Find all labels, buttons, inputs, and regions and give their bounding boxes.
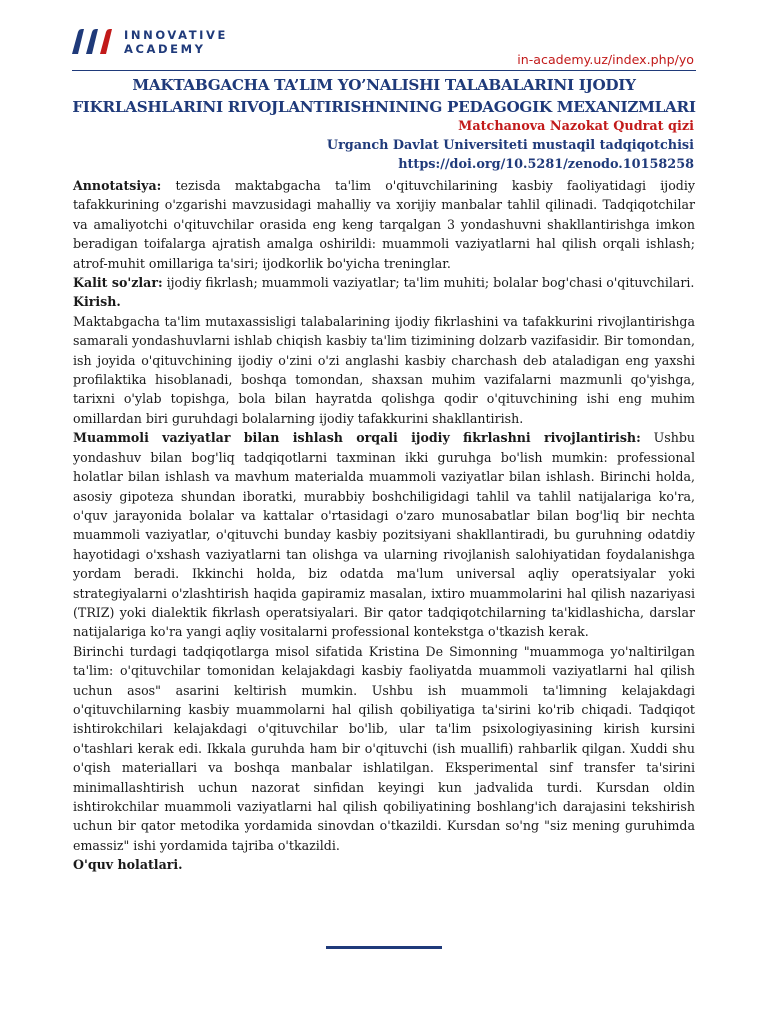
logo-text-academy: ACADEMY (124, 42, 206, 56)
article-body (73, 176, 695, 875)
section1-heading: Muammoli vaziyatlar bilan ishlash orqali ijodiy fikrlashni rivojlantirish: (73, 430, 641, 446)
author-affiliation: Urganch Davlat Universiteti mustaqil tadqiqotchisi (326, 138, 694, 153)
example-paragraph: Birinchi turdagi tadqiqotlarga misol sifatida Kristina De Simonning "muammoga yo'naltirilgan ta'lim: o'qituvchilar tomonidan kelajakdagi kasbiy faoliyatda muammoli vaziyatlarni hal qilish uchun asos" asarini keltirish mumkin. Ushbu ish muammoli ta'limning kelajakdagi o'qituvchilarning kasbiy muammolarni hal qilish qobiliyatiga ta'sirini ko'rib chiqadi. Tadqiqot ishtirokchilari kelajakdagi o'qituvchilar bo'lib, ular ta'lim psixologiyasining kirish kursini o'tashlari kerak edi. Ikkala guruhda ham bir o'qituvchi (ish muallifi) rahbarlik qilgan. Xuddi shu o'qish materiallari va boshqa manbalar ishlatilgan. Eksperimental sinf transfer ta'sirini minimallashtirish uchun nazorat sinfidan keyingi kun jadvalida turdi. Kursdan oldin ishtirokchilar muammoli vaziyatlarni hal qilish qobiliyatining boshlang'ich darajasini tekshirish uchun bir qator metodika yordamida sinovdan o'tkazildi. Kursdan so'ng "siz mening guruhimda emassiz" ishi yordamida tajriba o'tkazildi. (73, 643, 695, 853)
annotation-text: tezisda maktabgacha ta'lim o'qituvchilarining kasbiy faoliyatidagi ijodiy tafakkurining o'zgarishi mavzusidagi mahalliy va xorijiy manbalar tahlil qilinadi. Tadqiqotchilar va amaliyotchi o'qituvchilar orasida eng keng tarqalgan 3 yondashuvni shakllantirishga imkon beradigan toifalarga ajratish amalga oshirildi: muammoli vaziyatlarni hal qilish orqali ishlash; atrof-muhit omillariga ta'siri; ijodkorlik bo'yicha treninglar. (73, 178, 695, 271)
section1-paragraph (73, 428, 695, 641)
annotation-label: Annotatsiya: (73, 178, 162, 193)
section1-text: Ushbu yondashuv bilan bog'liq tadqiqotlarni taxminan ikki guruhga bo'lish mumkin: professional holatlar bilan ishlash va mavhum materialda muammoli vaziyatlar bilan ishlash. Birinchi holda, asosiy gipoteza shundan iboratki, murabbiy boshchiligidagi tahlil va tahlil natijalariga ko'ra, o'quv jarayonida bolalar va kattalar o'rtasidagi o'zaro munosabatlar bilan bog'liq bir nechta muammoli vaziyatlar, o'qituvchi bunday kasbiy pozitsiyani shakllantiradi, bu guruhning odatdiy hayotidagi o'xshash vaziyatlarni tan olishga va ularning rivojlanish salohiyatidan foydalanishga yordam beradi. Ikkinchi holda, biz odatda ma'lum universal aqliy operatsiyalar yoki strategiyalarni o'zlashtirish haqida gapiramiz masalan, ixtiro muammolarini hal qilish nazariyasi (TRIZ) yoki dialektik fikrlash operatsiyalari. Bir qator tadqiqotchilarning ta'kidlashicha, darslar natijalariga ko'ra yangi aqliy vositalarni professional kontekstga o'tkazish kerak. (73, 430, 695, 640)
innovative-academy-logo (70, 26, 230, 60)
logo-bars-icon (70, 28, 120, 56)
header-divider (72, 70, 696, 71)
intro-heading: Kirish. (73, 294, 121, 310)
logo-text-innovative: INNOVATIVE (124, 28, 229, 42)
keywords-label: Kalit so'zlar: (73, 275, 163, 291)
keywords-paragraph (73, 273, 695, 292)
section2-heading: O'quv holatlari. (73, 857, 183, 873)
keywords-text: ijodiy fikrlash; muammoli vaziyatlar; ta'lim muhiti; bolalar bog'chasi o'qituvchilari. (162, 275, 695, 291)
author-name: Matchanova Nazokat Qudrat qizi (458, 119, 694, 134)
footer-bar (326, 946, 442, 949)
intro-paragraph: Maktabgacha ta'lim mutaxassisligi talabalarining ijodiy fikrlashini va tafakkurini rivojlantirishga samarali yondashuvlarni ishlab chiqish kasbiy ta'lim tizimining dolzarb vazifasidir. Bir tomondan, ish joyida o'qituvchining ijodiy o'zini o'zi anglashi kasbiy charchash deb ataladigan eng yaxshi profilaktika hisoblanadi, boshqa tomondan, shaxsan muhim vazifalarni mazmunli qo'yishga, tarixni o'ylab topishga, bola bilan hayratda qolishga qodir o'qituvchining ishi eng muhim omillardan biri guruhdagi bolalarning ijodiy tafakkurini shakllantirish. (73, 313, 695, 426)
journal-site-link[interactable]: in-academy.uz/index.php/yo (517, 52, 694, 67)
article-title: MAKTABGACHA TA’LIM YO’NALISHI TALABALARINI IJODIY FIKRLASHLARINI RIVOJLANTIRISHNINING PEDAGOGIK MEXANIZMLARI (72, 76, 696, 116)
annotation-paragraph (73, 176, 695, 273)
doi-link[interactable]: https://doi.org/10.5281/zenodo.10158258 (398, 157, 694, 172)
